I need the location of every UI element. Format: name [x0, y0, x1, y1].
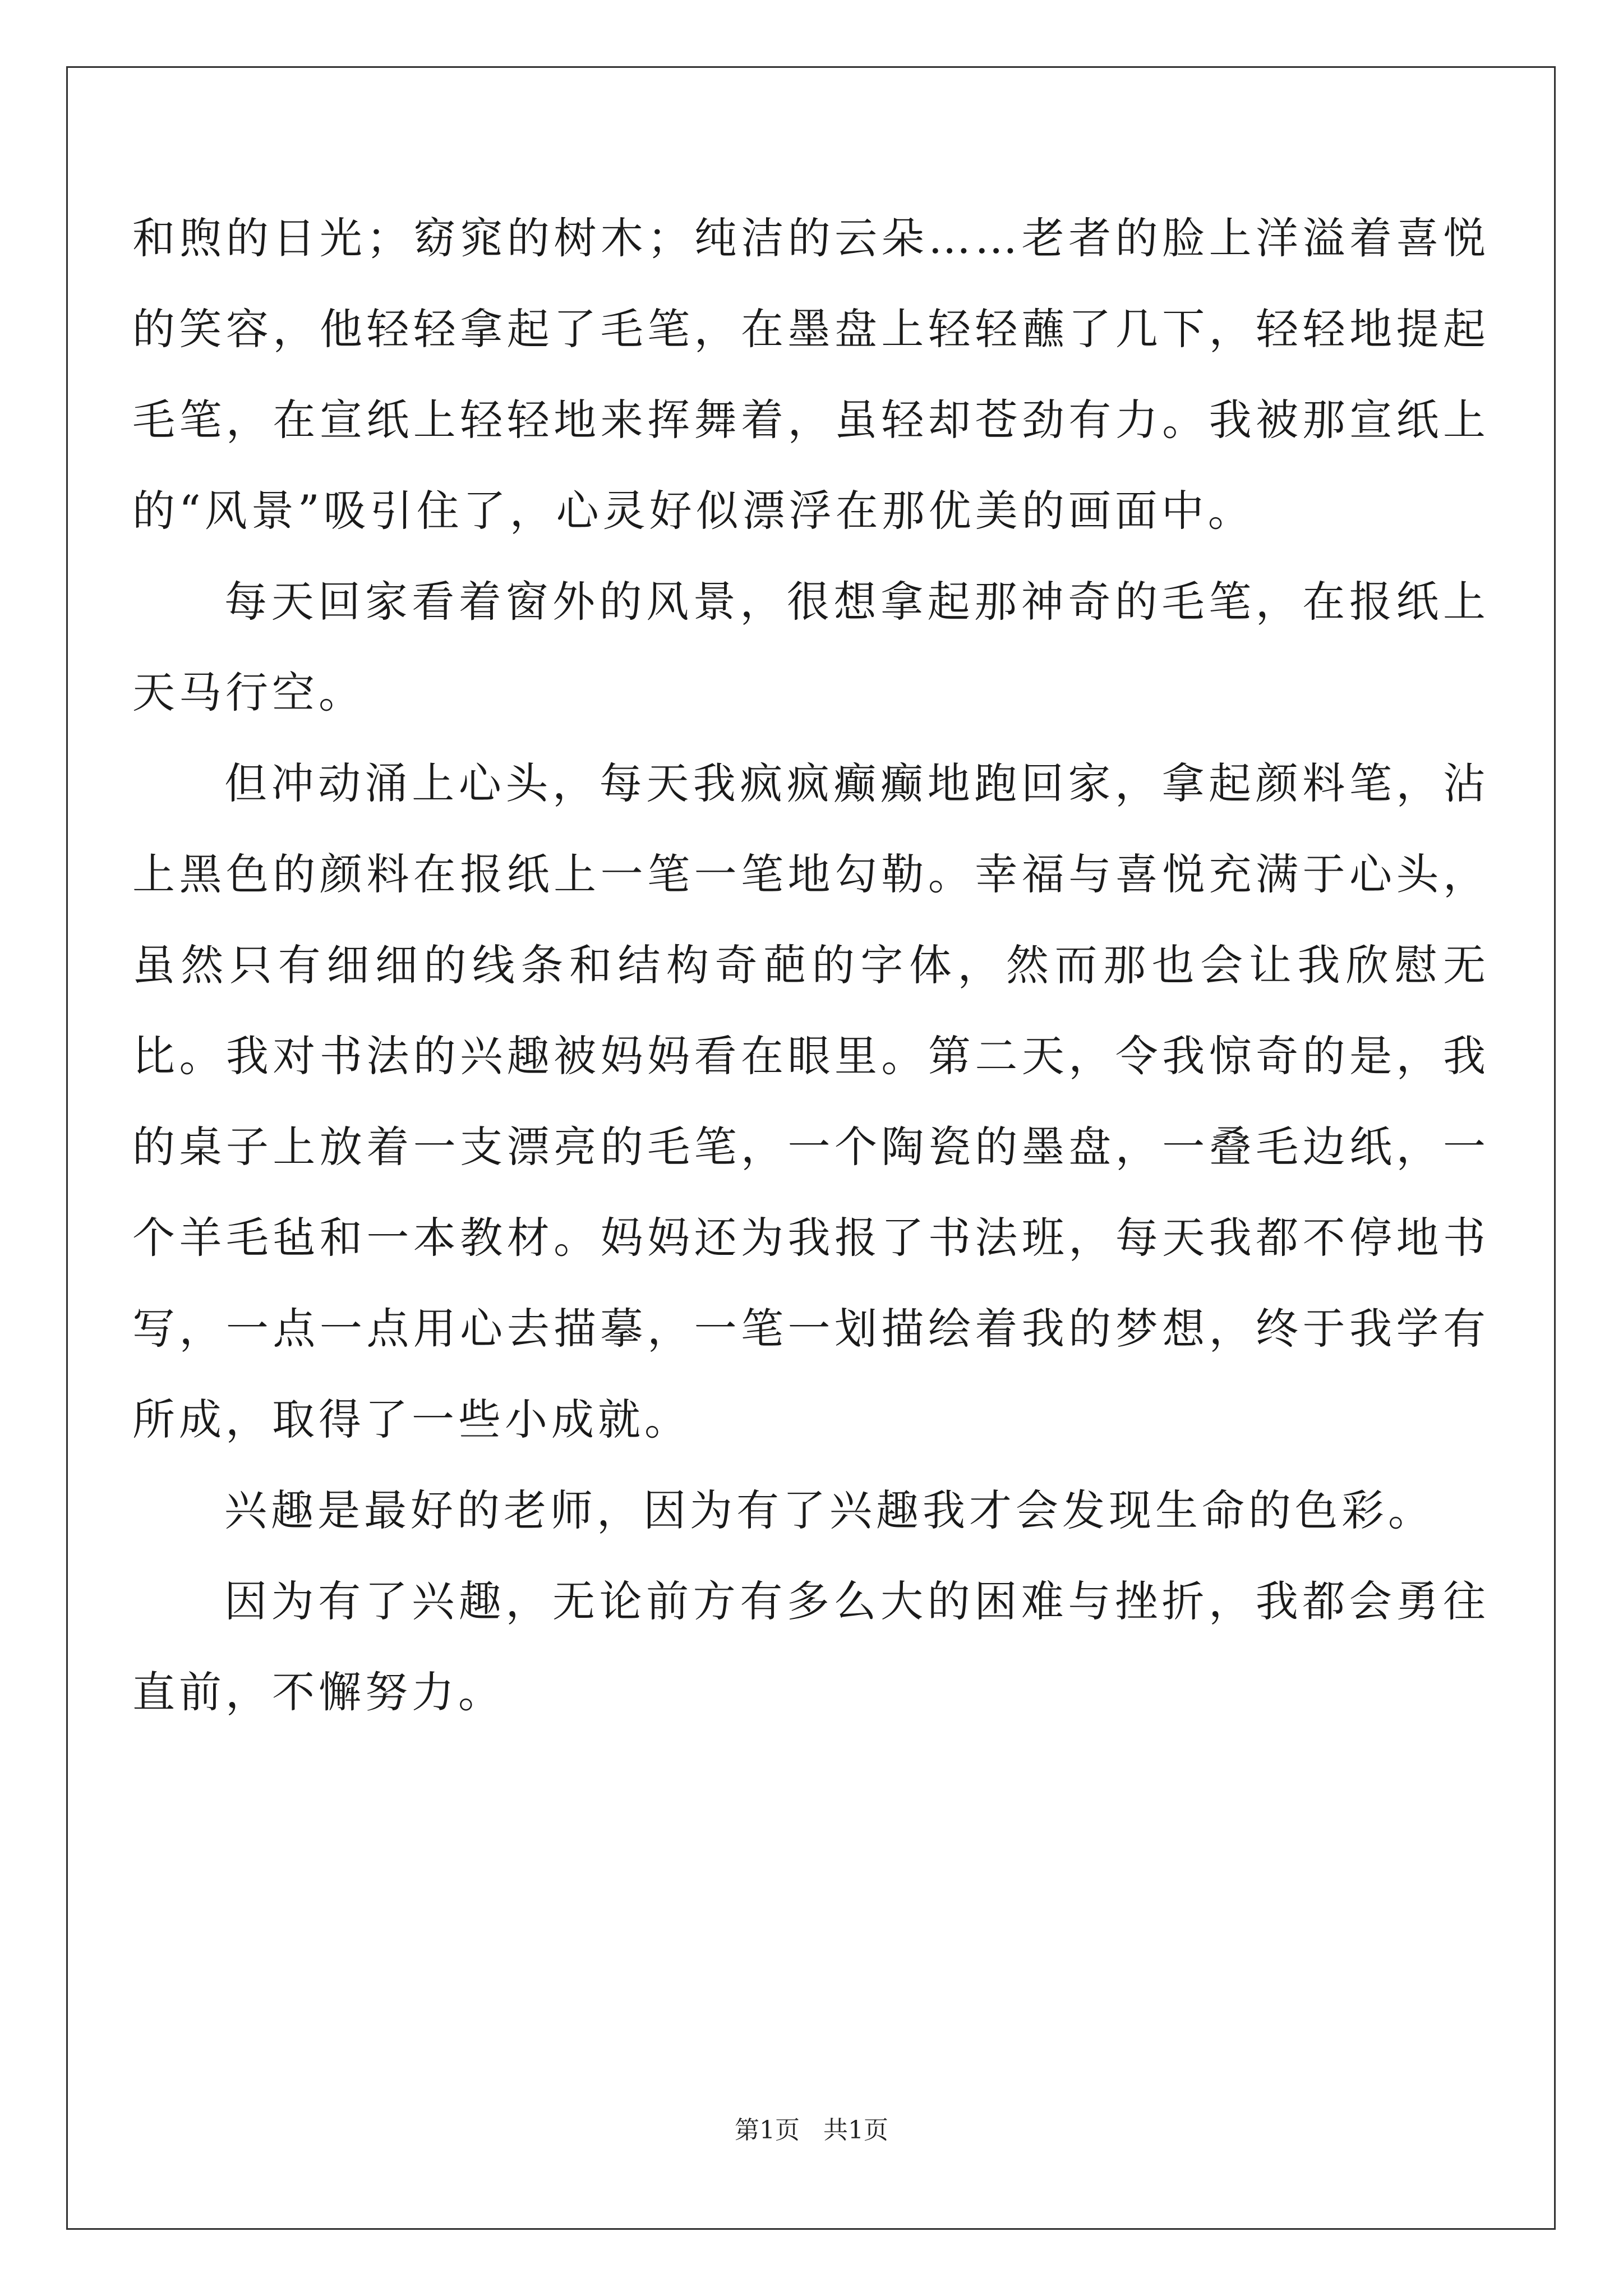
- paragraph-3: 但冲动涌上心头，每天我疯疯癫癫地跑回家，拿起颜料笔，沾上黑色的颜料在报纸上一笔一笔地勾勒。幸福与喜悦充满于心头，虽然只有细细的线条和结构奇葩的字体，然而那也会让我欣慰无比。我对书法的兴趣被妈妈看在眼里。第二天，令我惊奇的是，我的桌子上放着一支漂亮的毛笔，一个陶瓷的墨盘，一叠毛边纸，一个羊毛毡和一本教材。妈妈还为我报了书法班，每天我都不停地书写，一点一点用心去描摹，一笔一划描绘着我的梦想，终于我学有所成，取得了一些小成就。: [132, 758, 1490, 1444]
- paragraph-4: 兴趣是最好的老师，因为有了兴趣我才会发现生命的色彩。: [224, 1485, 1435, 1535]
- page-number: 第1页: [735, 2116, 800, 2145]
- paragraph-2: 每天回家看着窗外的风景，很想拿起那神奇的毛笔，在报纸上天马行空。: [132, 577, 1490, 717]
- page-total: 共1页: [823, 2116, 888, 2145]
- page-footer: [0, 2114, 1623, 2147]
- document-body: [132, 193, 1490, 1738]
- paragraph-5: 因为有了兴趣，无论前方有多么大的困难与挫折，我都会勇往直前，不懈努力。: [132, 1576, 1490, 1717]
- paragraph-1: 和煦的日光；窈窕的树木；纯洁的云朵……老者的脸上洋溢着喜悦的笑容，他轻轻拿起了毛笔，在墨盘上轻轻蘸了几下，轻轻地提起毛笔，在宣纸上轻轻地来挥舞着，虽轻却苍劲有力。我被那宣纸上的“风景”吸引住了，心灵好似漂浮在那优美的画面中。: [132, 213, 1490, 536]
